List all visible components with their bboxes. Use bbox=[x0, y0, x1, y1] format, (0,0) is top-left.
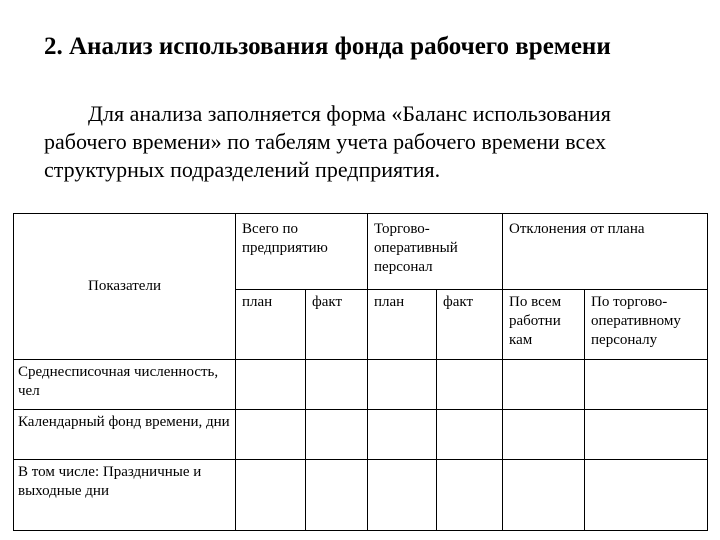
subheader-all-workers: По всем работни кам bbox=[503, 290, 585, 360]
indicators-header: Показатели bbox=[14, 214, 236, 360]
table-cell[interactable] bbox=[503, 410, 585, 460]
table-cell[interactable] bbox=[503, 360, 585, 410]
time-balance-table bbox=[13, 213, 708, 531]
subheader-plan: план bbox=[236, 290, 306, 360]
table-cell[interactable] bbox=[585, 360, 708, 410]
subheader-trade-staff: По торгово-оперативному персоналу bbox=[585, 290, 708, 360]
row-label-headcount: Среднесписочная численность, чел bbox=[14, 360, 236, 410]
page-title: 2. Анализ использования фонда рабочего времени bbox=[44, 33, 611, 60]
table-row bbox=[14, 360, 708, 410]
table-cell[interactable] bbox=[306, 360, 368, 410]
group-header-enterprise: Всего по предприятию bbox=[236, 214, 368, 290]
table-cell[interactable] bbox=[236, 460, 306, 531]
table-row bbox=[14, 410, 708, 460]
table-cell[interactable] bbox=[437, 360, 503, 410]
row-label-holidays: В том числе: Праздничные и выходные дни bbox=[14, 460, 236, 531]
table-cell[interactable] bbox=[437, 410, 503, 460]
table-cell[interactable] bbox=[236, 410, 306, 460]
table-cell[interactable] bbox=[585, 410, 708, 460]
table-header-row bbox=[14, 214, 708, 290]
table-cell[interactable] bbox=[306, 410, 368, 460]
subheader-fact: факт bbox=[306, 290, 368, 360]
group-header-trade-staff: Торгово-оперативный персонал bbox=[368, 214, 503, 290]
subheader-plan: план bbox=[368, 290, 437, 360]
intro-text: Для анализа заполняется форма «Баланс использования рабочего времени» по табелям учета рабочего времени всех структурных подразделений предприятия. bbox=[44, 101, 611, 182]
subheader-fact: факт bbox=[437, 290, 503, 360]
group-header-deviations: Отклонения от плана bbox=[503, 214, 708, 290]
table-cell[interactable] bbox=[585, 460, 708, 531]
intro-paragraph bbox=[44, 100, 644, 184]
table-cell[interactable] bbox=[368, 360, 437, 410]
table-cell[interactable] bbox=[306, 460, 368, 531]
row-label-calendar-fund: Календарный фонд времени, дни bbox=[14, 410, 236, 460]
table-row bbox=[14, 460, 708, 531]
table-cell[interactable] bbox=[236, 360, 306, 410]
table-cell[interactable] bbox=[503, 460, 585, 531]
table-cell[interactable] bbox=[368, 410, 437, 460]
table-cell[interactable] bbox=[368, 460, 437, 531]
table-cell[interactable] bbox=[437, 460, 503, 531]
